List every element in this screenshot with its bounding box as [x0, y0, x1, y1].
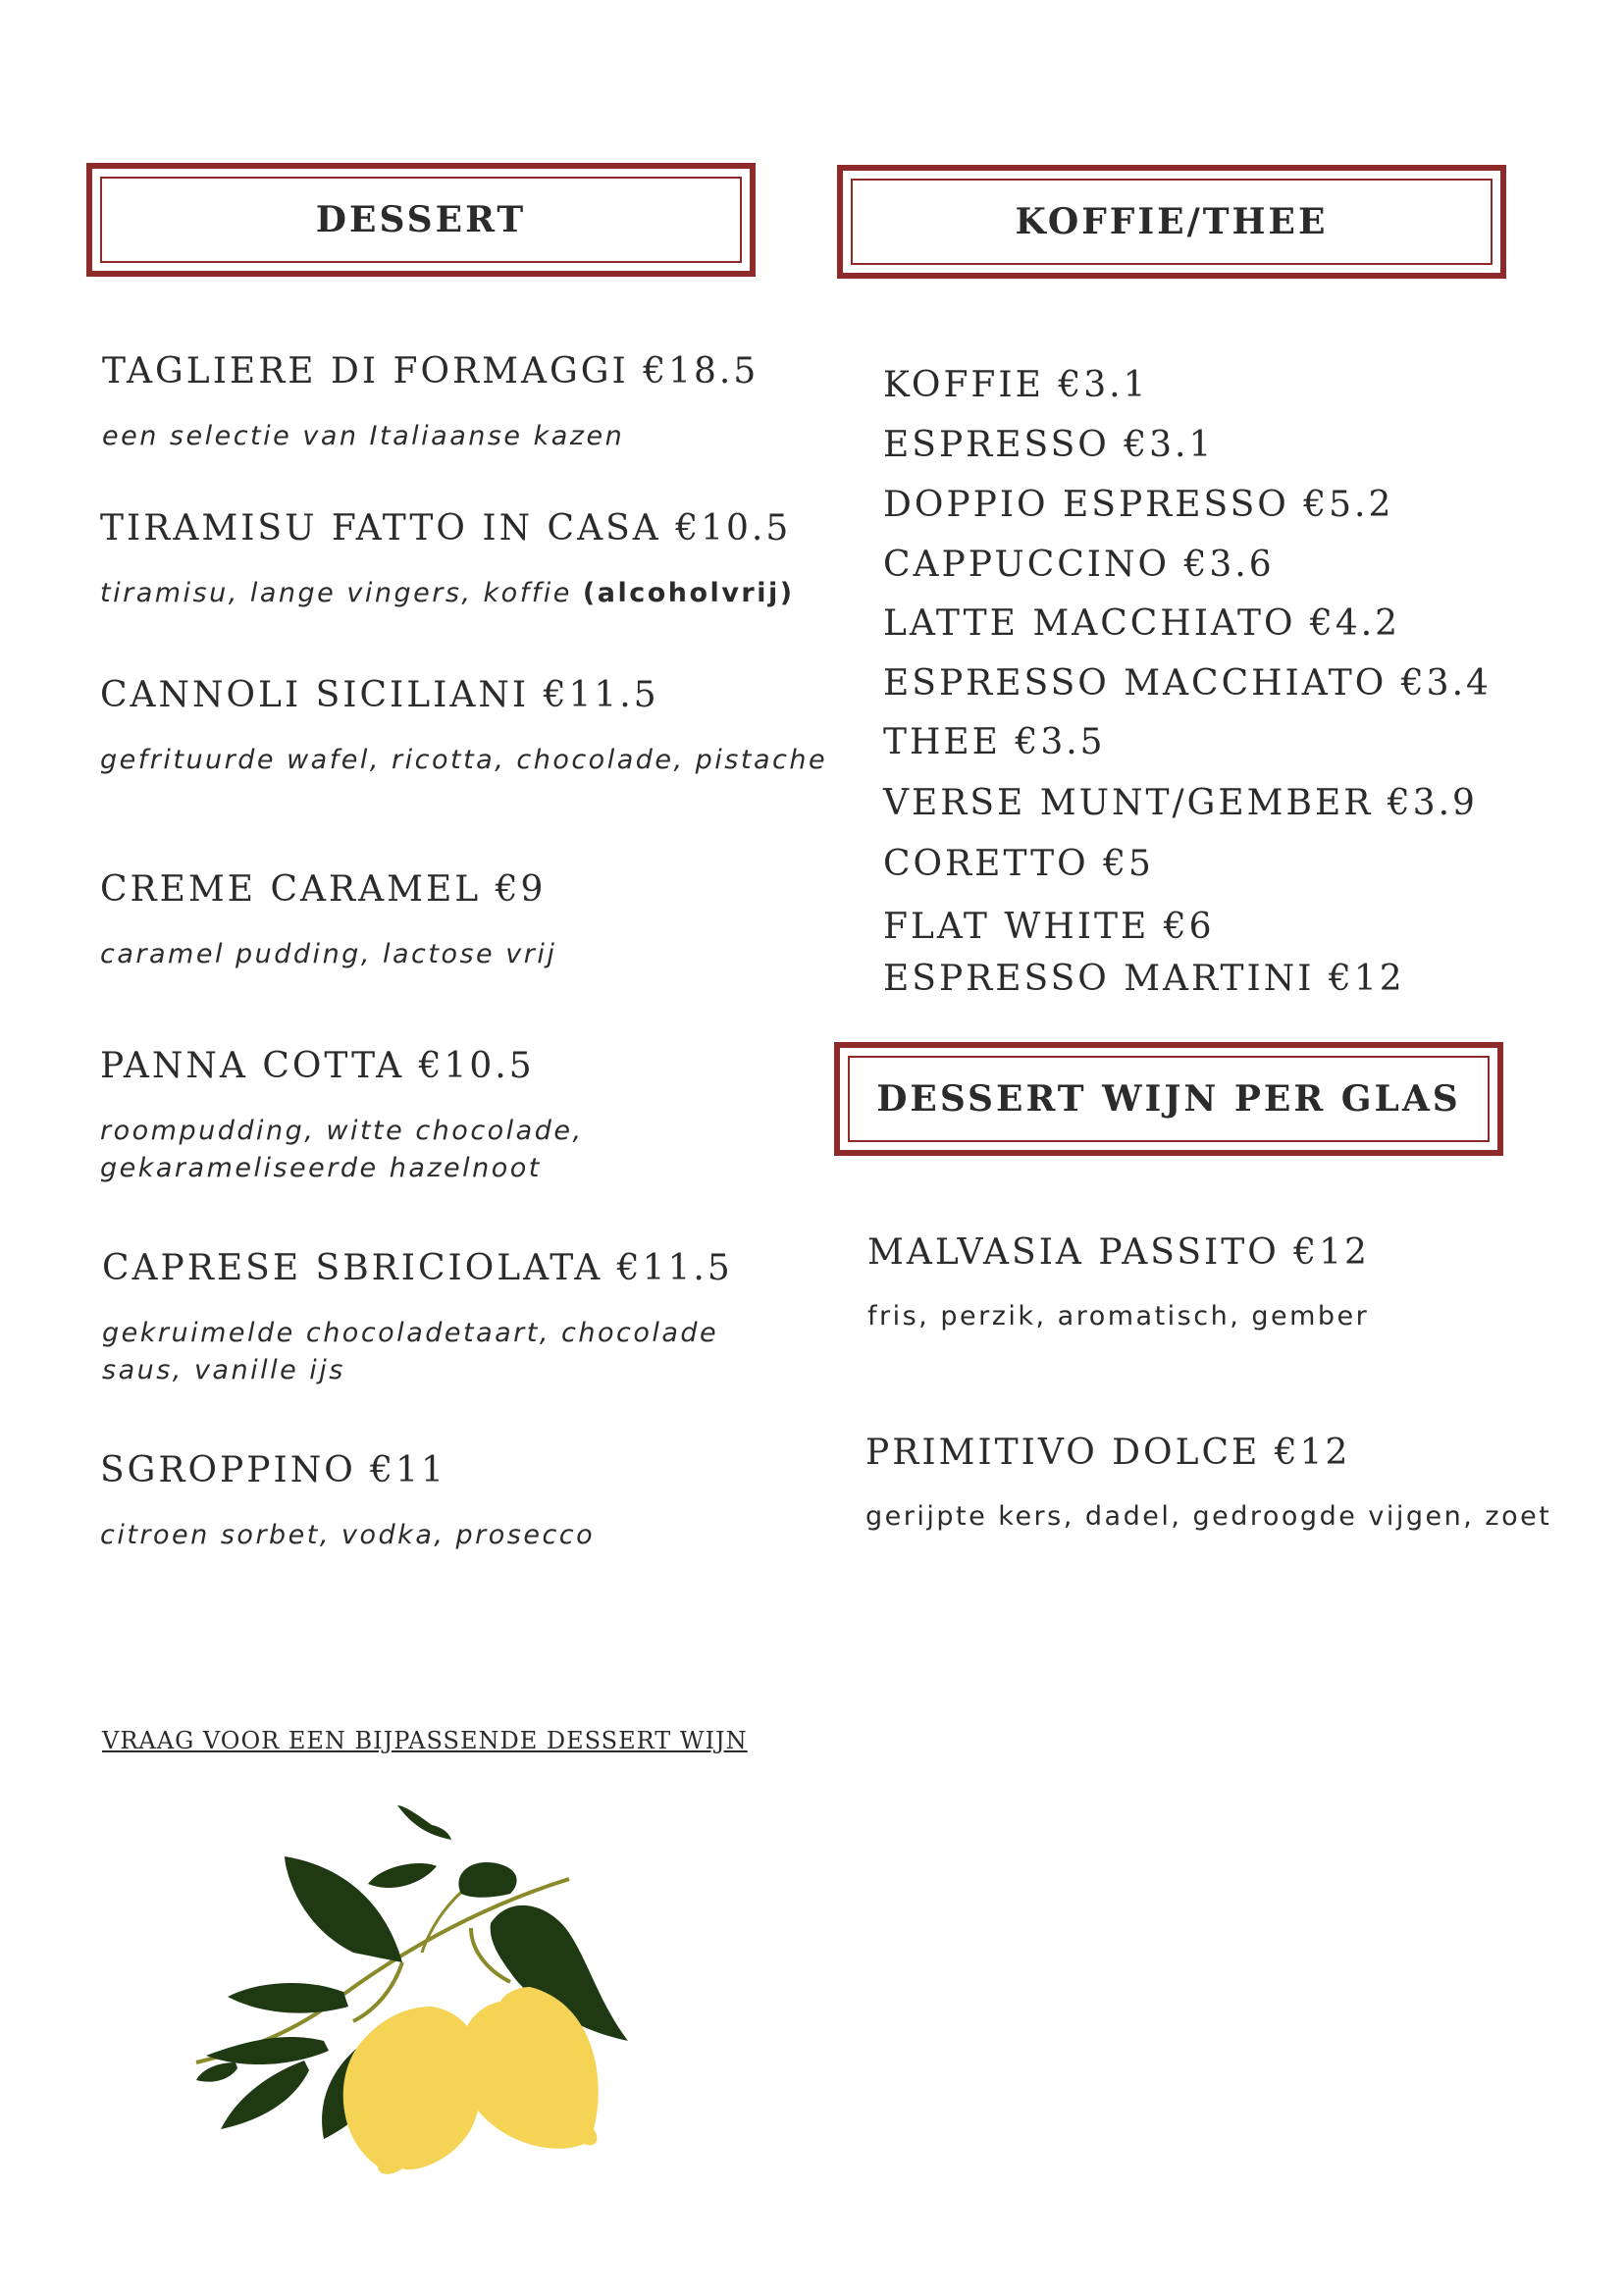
dessert-heading-box [86, 163, 756, 277]
alcoholvrij-label: (alcoholvrij) [582, 578, 795, 608]
koffie-item: VERSE MUNT/GEMBER €3.9 [883, 783, 1478, 823]
dessert-heading: DESSERT [315, 199, 527, 240]
koffie-item: ESPRESSO MARTINI €12 [883, 959, 1405, 999]
lemon-branch-icon [177, 1805, 648, 2178]
dessert-item-desc: tiramisu, lange vingers, koffie (alcoholvrij) [100, 578, 795, 608]
dessert-item-desc: een selectie van Italiaanse kazen [102, 421, 625, 451]
dessert-item-desc: citroen sorbet, vodka, prosecco [100, 1520, 596, 1550]
koffie-item: ESPRESSO MACCHIATO €3.4 [883, 663, 1492, 704]
dessert-item-name: CANNOLI SICILIANI €11.5 [100, 675, 659, 715]
dessert-item-desc: roompudding, witte chocolade, gekarameliseerde hazelnoot [100, 1116, 584, 1183]
koffie-item: LATTE MACCHIATO €4.2 [883, 603, 1401, 644]
dessert-item-name: CREME CARAMEL €9 [100, 869, 547, 910]
koffie-heading: KOFFIE/THEE [1015, 201, 1329, 242]
dessert-item-desc: gekruimelde chocoladetaart, chocolade saus, vanille ijs [102, 1318, 719, 1385]
wijn-item-name: MALVASIA PASSITO €12 [867, 1232, 1370, 1273]
koffie-item: ESPRESSO €3.1 [883, 425, 1215, 465]
dessert-item-name: PANNA COTTA €10.5 [100, 1046, 535, 1086]
koffie-item: FLAT WHITE €6 [883, 907, 1215, 947]
koffie-item: THEE €3.5 [883, 722, 1106, 762]
wijn-item-name: PRIMITIVO DOLCE €12 [865, 1433, 1351, 1473]
koffie-item: DOPPIO ESPRESSO €5.2 [883, 485, 1394, 525]
koffie-item: KOFFIE €3.1 [883, 365, 1149, 405]
dessert-wijn-note: VRAAG VOOR EEN BIJPASSENDE DESSERT WIJN [102, 1727, 748, 1754]
dessert-item-desc: caramel pudding, lactose vrij [100, 939, 557, 969]
koffie-item: CAPPUCCINO €3.6 [883, 545, 1275, 585]
dessert-item-name: TIRAMISU FATTO IN CASA €10.5 [100, 508, 792, 548]
wijn-item-desc: fris, perzik, aromatisch, gember [867, 1301, 1370, 1331]
koffie-heading-box [837, 165, 1506, 279]
dessert-item-name: CAPRESE SBRICIOLATA €11.5 [102, 1248, 733, 1288]
dessert-item-desc: gefrituurde wafel, ricotta, chocolade, pistache [100, 745, 828, 775]
wijn-item-desc: gerijpte kers, dadel, gedroogde vijgen, zoet [865, 1501, 1552, 1532]
wijn-heading-box [834, 1042, 1503, 1156]
dessert-item-name: SGROPPINO €11 [100, 1450, 446, 1490]
koffie-item: CORETTO €5 [883, 844, 1154, 884]
dessert-item-name: TAGLIERE DI FORMAGGI €18.5 [102, 351, 760, 391]
wijn-heading: DESSERT WIJN PER GLAS [876, 1078, 1461, 1120]
